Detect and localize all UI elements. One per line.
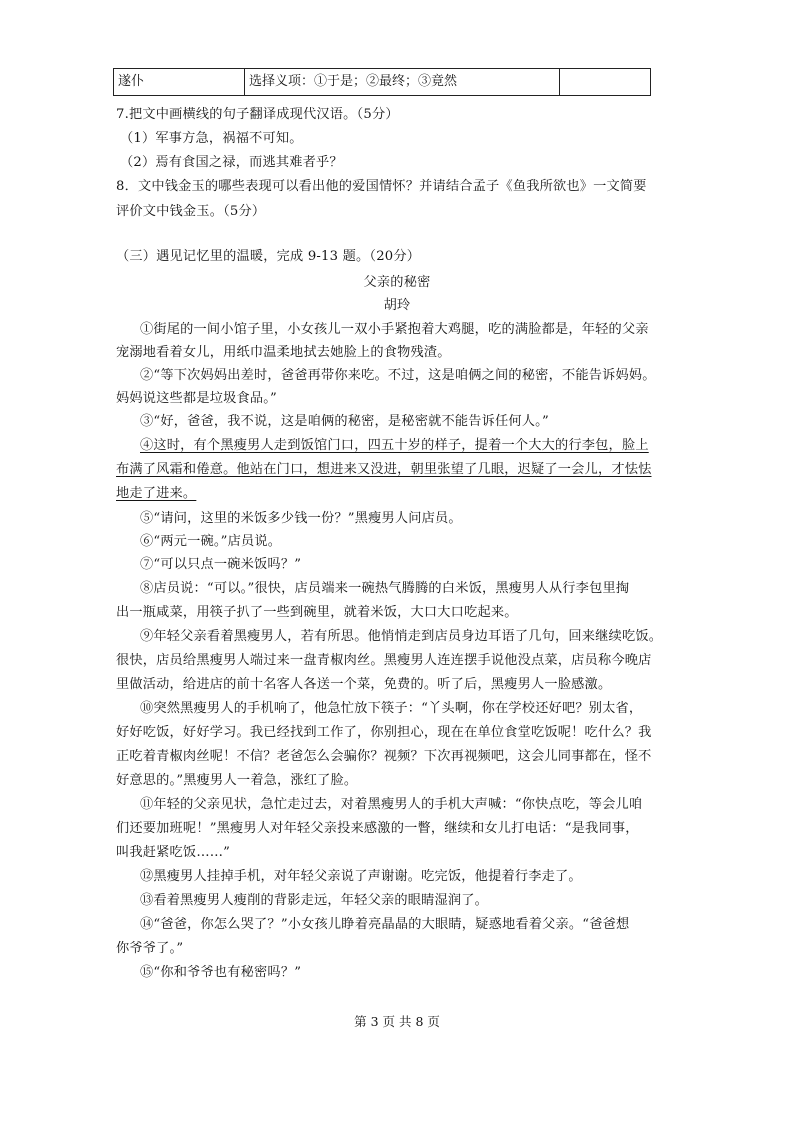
paragraph-14-line-2: 你爷爷了。”: [116, 941, 184, 956]
paragraph-4-line-2: 布满了风霜和倦意。他站在门口，想进来又没进，朝里张望了几眼，迟疑了一会儿，才怯怯: [116, 462, 652, 477]
paragraph-4-line-3: 地走了进来。: [116, 486, 197, 501]
paragraph-11-line-1: ⑪年轻的父亲见状，急忙走过去，对着黑瘦男人的手机大声喊：“你快点吃，等会儿咱: [140, 797, 643, 812]
paragraph-8-line-1: ⑧店员说：“可以。”很快，店员端来一碗热气腾腾的白米饭，黑瘦男人从行李包里掏: [140, 581, 630, 596]
paragraph-15: ⑮“你和爷爷也有秘密吗？”: [140, 965, 302, 980]
paragraph-2-line-2: 妈妈说这些都是垃圾食品。”: [116, 391, 277, 406]
paragraph-1-line-1: ①街尾的一间小馆子里，小女孩儿一双小手紧抱着大鸡腿，吃的满脸都是，年轻的父亲: [140, 322, 649, 337]
paragraph-11-line-3: 叫我赶紧吃饭……”: [116, 845, 231, 860]
table-cell-options: 选择义项：①于是；②最终；③竟然: [245, 69, 560, 95]
question-7-part-1: （1）军事方急，祸福不可知。: [120, 131, 303, 146]
paragraph-9-line-2: 很快，店员给黑瘦男人端过来一盘青椒肉丝。黑瘦男人连连摆手说他没点菜，店员称今晚店: [116, 653, 652, 668]
paragraph-10-line-2: 好好吃饭，好好学习。我已经找到工作了，你别担心，现在在单位食堂吃饭呢！吃什么？我: [116, 725, 652, 740]
question-8-line-2: 评价文中钱金玉。（5分）: [116, 204, 266, 219]
passage-author: 胡玲: [383, 298, 411, 313]
paragraph-2-line-1: ②“等下次妈妈出差时，爸爸再带你来吃。不过，这是咱俩之间的秘密，不能告诉妈妈。: [140, 368, 656, 383]
passage-title: 父亲的秘密: [363, 275, 431, 290]
table-cell-word: 遂仆: [114, 69, 245, 95]
paragraph-14-line-1: ⑭“爸爸，你怎么哭了？”小女孩儿睁着亮晶晶的大眼睛，疑惑地看着父亲。“爸爸想: [140, 917, 630, 932]
paragraph-10-line-3: 正吃着青椒肉丝呢！不信？老爸怎么会骗你？视频？下次再视频吧，这会儿同事都在，怪不: [116, 749, 652, 764]
paragraph-10-line-4: 好意思的。”黑瘦男人一着急，涨红了脸。: [116, 773, 358, 788]
paragraph-1-line-2: 宠溺地看着女儿，用纸巾温柔地拭去她脸上的食物残渣。: [116, 345, 451, 360]
paragraph-12: ⑫黑瘦男人挂掉手机，对年轻父亲说了声谢谢。吃完饭，他提着行李走了。: [140, 869, 582, 884]
paragraph-8-line-2: 出一瓶咸菜，用筷子扒了一些到碗里，就着米饭，大口大口吃起来。: [116, 605, 518, 620]
paragraph-6: ⑥“两元一碗。”店员说。: [140, 534, 282, 549]
paragraph-3: ③“好，爸爸，我不说，这是咱俩的秘密，是秘密就不能告诉任何人。”: [140, 414, 549, 429]
question-8-line-1: 8．文中钱金玉的哪些表现可以看出他的爱国情怀？并请结合孟子《鱼我所欲也》一文简要: [116, 179, 647, 194]
paragraph-10-line-1: ⑩突然黑瘦男人的手机响了，他急忙放下筷子：“丫头啊，你在学校还好吧？别太省，: [140, 701, 643, 716]
paragraph-5: ⑤“请问，这里的米饭多少钱一份？”黑瘦男人问店员。: [140, 511, 462, 526]
table-cell-answer: [560, 69, 650, 95]
paragraph-7: ⑦“可以只点一碗米饭吗？”: [140, 557, 302, 572]
question-7-part-2: （2）焉有食国之禄，而逃其难者乎？: [120, 155, 343, 170]
paragraph-9-line-1: ⑨年轻父亲看着黑瘦男人，若有所思。他悄悄走到店员身边耳语了几句，回来继续吃饭。: [140, 629, 663, 644]
section-heading: （三）遇见记忆里的温暖，完成 9-13 题。（20分）: [116, 249, 421, 264]
paragraph-13: ⑬看着黑瘦男人瘦削的背影走远，年轻父亲的眼睛湿润了。: [140, 893, 489, 908]
paragraph-11-line-2: 们还要加班呢！”黑瘦男人对年轻父亲投来感激的一瞥，继续和女儿打电话：“是我同事，: [116, 821, 639, 836]
vocabulary-table-row: [113, 68, 651, 96]
question-7: 7.把文中画横线的句子翻译成现代汉语。（5分）: [116, 107, 399, 122]
paragraph-9-line-3: 里做活动，给进店的前十名客人各送一个菜，免费的。听了后，黑瘦男人一脸感激。: [116, 677, 612, 692]
paragraph-4-line-1: ④这时，有个黑瘦男人走到饭馆门口，四五十岁的样子，提着一个大大的行李包，脸上: [140, 438, 649, 453]
page-number-footer: 第 3 页 共 8 页: [354, 1014, 440, 1029]
